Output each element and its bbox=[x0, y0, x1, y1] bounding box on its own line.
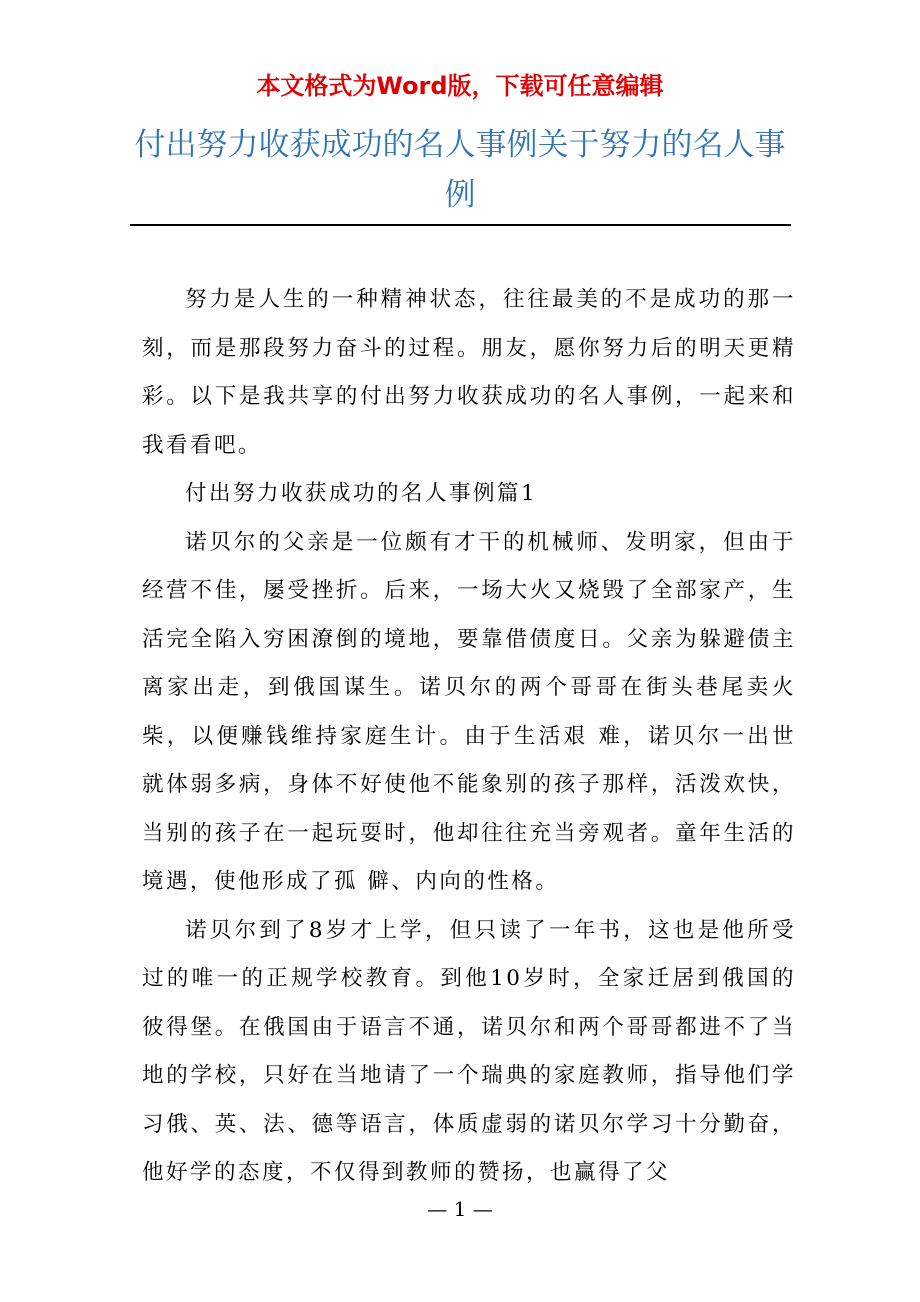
section-heading: 付出努力收获成功的名人事例篇1 bbox=[185, 481, 538, 506]
document-body bbox=[142, 276, 796, 1198]
body-paragraph: 诺贝尔到了8岁才上学，但只读了一年书，这也是他所受过的唯一的正规学校教育。到他10岁时，全家迁居到俄国的彼得堡。在俄国由于语言不通，诺贝尔和两个哥哥都进不了当地的学校，只好在当地请了一个瑞典的家庭教师，指导他们学习俄、英、法、德等语言，体质虚弱的诺贝尔学习十分勤奋，他好学的态度，不仅得到教师的赞扬，也赢得了父 bbox=[142, 917, 796, 1185]
download-banner: 本文格式为Word版，下载可任意编辑 bbox=[256, 72, 664, 100]
intro-paragraph: 努力是人生的一种精神状态，往往最美的不是成功的那一刻，而是那段努力奋斗的过程。朋友，愿你努力后的明天更精彩。以下是我共享的付出努力收获成功的名人事例，一起来和我看看吧。 bbox=[142, 287, 796, 458]
document-title: 付出努力收获成功的名人事例关于努力的名人事例 bbox=[134, 127, 786, 213]
page-number: — 1 — bbox=[427, 1197, 493, 1221]
body-paragraph: 诺贝尔的父亲是一位颇有才干的机械师、发明家，但由于经营不佳，屡受挫折。后来，一场大火又烧毁了全部家产，生活完全陷入穷困潦倒的境地，要靠借债度日。父亲为躲避债主离家出走，到俄国谋生。诺贝尔的两个哥哥在街头巷尾卖火柴，以便赚钱维持家庭生计。由于生活艰 难，诺贝尔一出世就体弱多病，身体不好使他不能象别的孩子那样，活泼欢快，当别的孩子在一起玩耍时，他却往往充当旁观者。童年生活的境遇，使他形成了孤 僻、内向的性格。 bbox=[142, 529, 796, 894]
title-divider bbox=[130, 224, 791, 226]
